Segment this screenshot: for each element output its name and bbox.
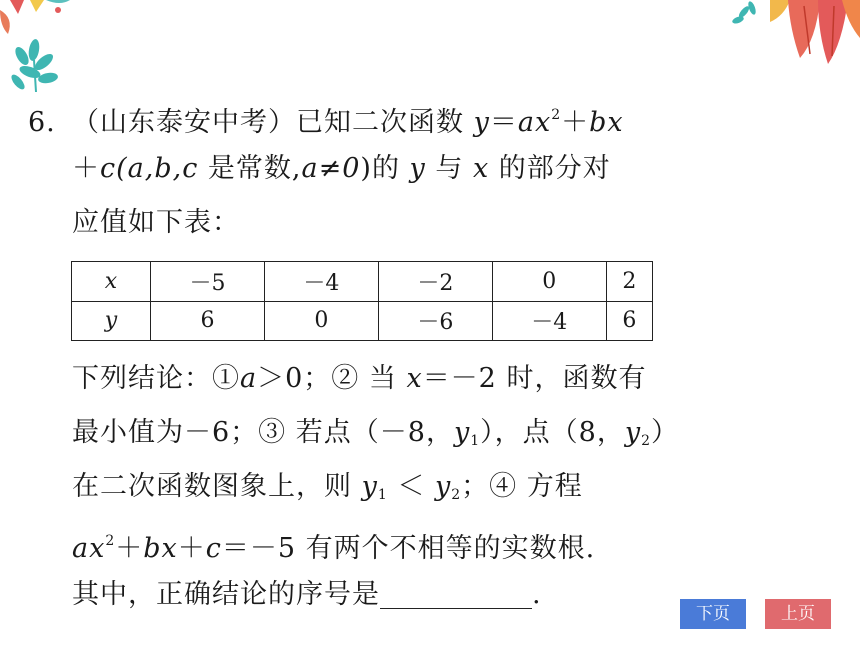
term-ax: ax — [72, 533, 106, 564]
conclusion-text: ＝－2 时，函数有 — [422, 363, 647, 394]
question-line-2 — [28, 142, 668, 196]
term-bx: bx — [589, 107, 624, 138]
leaf-decoration-left — [0, 0, 80, 95]
table-row-y — [72, 301, 653, 341]
answer-blank[interactable] — [380, 578, 532, 609]
question-text: 是常数, — [198, 153, 302, 184]
var-a: a — [240, 363, 258, 394]
question-text: )的 — [360, 153, 410, 184]
prev-page-button[interactable]: 上页 — [765, 599, 831, 629]
leaf-decoration-right — [730, 0, 860, 70]
question-source: （山东泰安中考） — [72, 107, 296, 138]
var-y: y — [361, 471, 378, 502]
conclusion-text: ），点（8， — [480, 417, 625, 448]
conclusion-line-2 — [28, 406, 680, 460]
conclusion-line-1 — [28, 352, 668, 406]
var-x: x — [406, 363, 423, 394]
value-table — [71, 261, 653, 341]
question-line-1 — [28, 88, 668, 142]
next-page-button[interactable]: 下页 — [680, 599, 746, 629]
conclusion-text: ＝－5 有两个不相等的实数根. — [221, 533, 596, 564]
conclusion-text: 最小值为－6；③ 若点（－8， — [72, 417, 454, 448]
condition: a≠0 — [301, 153, 361, 184]
subscript: 1 — [377, 487, 388, 503]
constants-list: (a,b,c — [116, 153, 199, 184]
subscript: 2 — [451, 487, 462, 503]
table-cell: －6 — [378, 301, 492, 341]
question-text: 已知二次函数 — [296, 107, 474, 138]
exponent: 2 — [105, 533, 116, 549]
plus-sign: ＋ — [561, 107, 590, 138]
plus-sign: ＋ — [72, 153, 100, 184]
exponent: 2 — [551, 107, 562, 123]
subscript: 2 — [641, 433, 652, 449]
table-cell: 6 — [606, 301, 652, 341]
table-cell: －4 — [264, 262, 378, 302]
table-cell: 2 — [606, 262, 652, 302]
conclusion-line-4 — [28, 514, 668, 568]
conclusion-text: 在二次函数图象上，则 — [72, 471, 362, 502]
conclusion-text: 其中，正确结论的序号是 — [72, 579, 380, 610]
plus-sign: ＋ — [177, 533, 206, 564]
subscript: 1 — [470, 433, 481, 449]
term-c: c — [205, 533, 222, 564]
var-y: y — [434, 471, 452, 502]
table-cell: 0 — [264, 301, 378, 341]
var-y: y — [453, 417, 471, 448]
question-text: 应值如下表： — [72, 207, 240, 238]
plus-sign: ＋ — [115, 533, 144, 564]
var-y: y — [473, 107, 490, 138]
conclusions-body — [28, 352, 680, 622]
term-ax: ax — [517, 107, 552, 138]
term-c: c — [100, 153, 117, 184]
table-cell: y — [72, 301, 151, 341]
table-cell: －4 — [492, 301, 606, 341]
conclusion-text: ） — [651, 417, 680, 448]
period: . — [532, 579, 542, 610]
conclusion-line-5 — [28, 568, 668, 622]
less-than-sign: ＜ — [387, 471, 435, 502]
question-number: 6. — [28, 107, 56, 138]
var-y: y — [624, 417, 642, 448]
equals-sign: ＝ — [489, 107, 518, 138]
question-text: 的部分对 — [489, 153, 611, 184]
table-row-x — [72, 262, 653, 302]
term-bx: bx — [143, 533, 178, 564]
table-cell: －5 — [151, 262, 265, 302]
var-x: x — [472, 153, 490, 184]
question-body — [28, 88, 668, 250]
conclusion-text: ＞0；② 当 — [257, 363, 407, 394]
table-cell: －2 — [378, 262, 492, 302]
conclusion-text: ；④ 方程 — [461, 471, 583, 502]
conclusion-line-3 — [28, 460, 668, 514]
question-text: 与 — [425, 153, 473, 184]
conclusion-text: 下列结论：① — [72, 363, 240, 394]
table-cell: 0 — [492, 262, 606, 302]
table-cell: x — [72, 262, 151, 302]
var-y: y — [409, 153, 426, 184]
question-line-3 — [28, 196, 668, 250]
table-cell: 6 — [151, 301, 265, 341]
